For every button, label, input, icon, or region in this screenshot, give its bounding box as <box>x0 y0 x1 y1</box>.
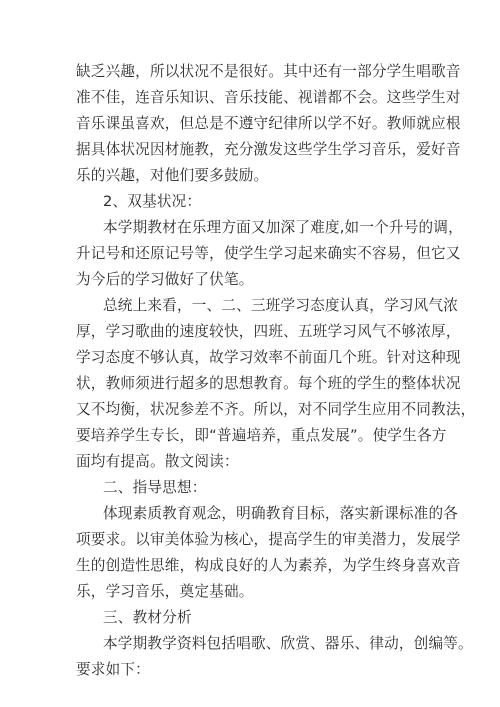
paragraph-line: 据具体状况因材施教，充分激发这些学生学习音乐，爱好音 <box>76 141 461 158</box>
paragraph-line: 乐，学习音乐，奠定基础。 <box>76 583 254 600</box>
paragraph-line: 项要求。以审美体验为核心，提高学生的审美潜力，发展学 <box>76 531 461 548</box>
paragraph-line: 为今后的学习做好了伏笔。 <box>76 271 254 288</box>
paragraph-line: 升记号和还原记号等，使学生学习起来确实不容易，但它又 <box>76 245 461 262</box>
paragraph-line: 学习态度不够认真，故学习效率不前面几个班。针对这种现 <box>76 349 461 366</box>
section-heading: 2、双基状况： <box>103 193 202 210</box>
paragraph-line: 准不佳，连音乐知识、音乐技能、视谱都不会。这些学生对 <box>76 89 461 106</box>
paragraph-line: 总统上来看，一、二、三班学习态度认真，学习风气浓 <box>103 297 459 314</box>
paragraph-line: 面均有提高。散文阅读： <box>76 453 239 470</box>
paragraph-line: 缺乏兴趣，所以状况不是很好。其中还有一部分学生唱歌音 <box>76 63 461 80</box>
section-heading: 二、指导思想： <box>103 479 207 496</box>
paragraph-line: 生的创造性思维，构成良好的人为素养，为学生终身喜欢音 <box>76 557 461 574</box>
paragraph-line: 体现素质教育观念，明确教育目标，落实新课标准的各 <box>103 505 459 522</box>
paragraph-line: 状，教师须进行超多的思想教育。每个班的学生的整体状况 <box>76 375 461 392</box>
paragraph-line: 要求如下： <box>76 661 150 678</box>
paragraph-line: 本学期教材在乐理方面又加深了难度,如一个升号的调， <box>103 219 463 236</box>
paragraph-line: 厚，学习歌曲的速度较快，四班、五班学习风气不够浓厚， <box>76 323 461 340</box>
paragraph-line: 要培养学生专长，即“普遍培养，重点发展”。使学生各方 <box>76 427 447 444</box>
paragraph-line: 本学期教学资料包括唱歌、欣赏、器乐、律动，创编等。 <box>103 635 473 652</box>
paragraph-line: 乐的兴趣，对他们要多鼓励。 <box>76 167 269 184</box>
paragraph-line: 音乐课虽喜欢，但总是不遵守纪律所以学不好。教师就应根 <box>76 115 461 132</box>
paragraph-line: 又不均衡，状况参差不齐。所以，对不同学生应用不同教法， <box>76 401 476 418</box>
section-heading: 三、教材分析 <box>103 609 192 626</box>
